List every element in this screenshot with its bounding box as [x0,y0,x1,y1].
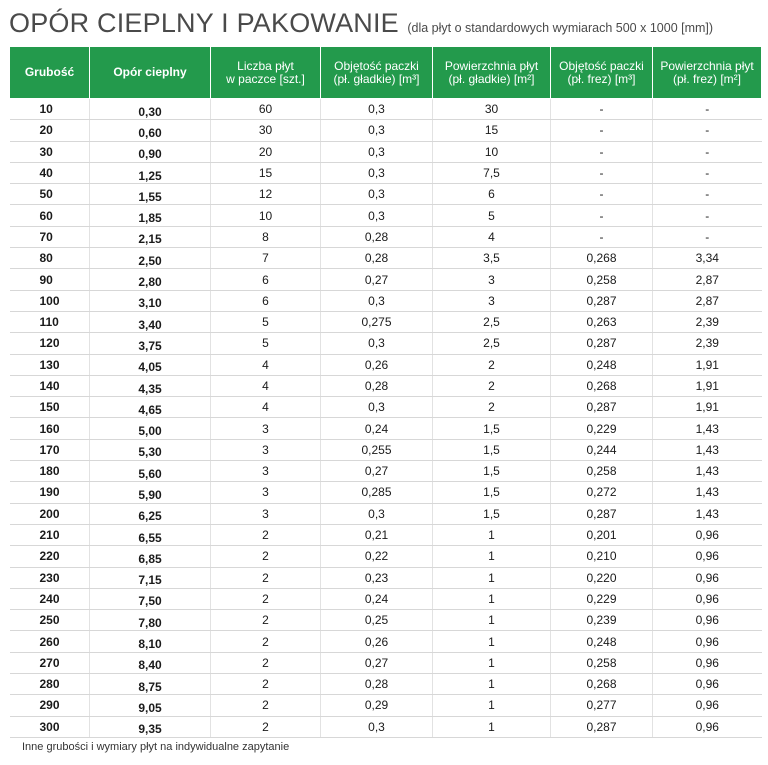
table-cell: 0,287 [551,290,653,311]
table-cell: 2 [211,524,321,545]
table-cell: 2 [433,397,551,418]
table-cell: 0,3 [321,397,433,418]
table-cell: 0,287 [551,333,653,354]
table-cell: 0,244 [551,439,653,460]
table-cell: 3 [211,418,321,439]
table-cell: 1,25 [90,162,211,183]
table-row [10,546,762,567]
table-cell: 50 [10,184,90,205]
table-cell: 2 [211,674,321,695]
table-cell: 30 [10,141,90,162]
table-cell: 7,5 [433,162,551,183]
table-row [10,397,762,418]
table-cell: 4 [211,354,321,375]
table-cell: 4,65 [90,397,211,418]
table-cell: 0,3 [321,120,433,141]
table-cell: 280 [10,674,90,695]
table-cell: 290 [10,695,90,716]
header-cell: Objętość paczki (pł. frez) [m³] [551,47,653,99]
table-cell: - [551,184,653,205]
table-cell: 2,39 [653,333,762,354]
table-cell: 0,96 [653,524,762,545]
table-cell: - [653,184,762,205]
table-cell: 160 [10,418,90,439]
table-cell: 0,28 [321,674,433,695]
table-cell: 8,40 [90,652,211,673]
table-cell: 2,15 [90,226,211,247]
table-cell: 1,91 [653,354,762,375]
table-cell: 2,39 [653,311,762,332]
table-row [10,290,762,311]
table-row [10,439,762,460]
table-cell: 0,3 [321,333,433,354]
table-cell: 2 [433,375,551,396]
table-cell: 90 [10,269,90,290]
table-cell: 0,258 [551,269,653,290]
table-cell: 130 [10,354,90,375]
table-cell: 0,248 [551,354,653,375]
table-row [10,503,762,524]
table-cell: 0,3 [321,205,433,226]
table-cell: 30 [433,99,551,120]
table-row [10,184,762,205]
table-cell: 6,85 [90,546,211,567]
table-cell: 2,50 [90,248,211,269]
table-cell: 30 [211,120,321,141]
table-cell: 0,23 [321,567,433,588]
table-cell: 170 [10,439,90,460]
table-cell: 0,28 [321,226,433,247]
table-cell: 6 [211,290,321,311]
table-cell: 0,28 [321,248,433,269]
table-cell: 0,3 [321,162,433,183]
table-cell: 0,96 [653,631,762,652]
table-cell: 3 [211,503,321,524]
table-cell: - [653,99,762,120]
table-cell: 3 [211,461,321,482]
table-cell: 0,201 [551,524,653,545]
table-cell: 1,91 [653,397,762,418]
table-row [10,524,762,545]
table-cell: 60 [211,99,321,120]
table-row [10,311,762,332]
table-cell: 0,27 [321,461,433,482]
table-cell: 1,43 [653,439,762,460]
table-cell: 0,287 [551,503,653,524]
table-cell: 0,268 [551,248,653,269]
table-cell: 140 [10,375,90,396]
table-row [10,588,762,609]
table-cell: 0,90 [90,141,211,162]
table-cell: 0,27 [321,269,433,290]
table-cell: 190 [10,482,90,503]
table-cell: - [653,162,762,183]
table-row [10,567,762,588]
table-cell: 1 [433,588,551,609]
table-cell: 0,24 [321,588,433,609]
table-cell: 8,75 [90,674,211,695]
table-cell: 3,34 [653,248,762,269]
table-header-row [10,47,762,99]
table-cell: 200 [10,503,90,524]
table-cell: 3,10 [90,290,211,311]
table-cell: 8,10 [90,631,211,652]
table-cell: 0,229 [551,418,653,439]
table-cell: 0,28 [321,375,433,396]
table-cell: 0,96 [653,674,762,695]
table-cell: 2 [433,354,551,375]
table-cell: 0,255 [321,439,433,460]
table-cell: 12 [211,184,321,205]
table-cell: - [653,226,762,247]
table-cell: 1 [433,631,551,652]
table-cell: 60 [10,205,90,226]
table-cell: 2 [211,695,321,716]
table-cell: 15 [433,120,551,141]
table-cell: 0,258 [551,652,653,673]
table-cell: 7 [211,248,321,269]
table-cell: 5,00 [90,418,211,439]
table-cell: 1,5 [433,503,551,524]
table-cell: 3 [433,290,551,311]
table-cell: 10 [433,141,551,162]
table-cell: 0,3 [321,141,433,162]
table-cell: 0,287 [551,716,653,737]
table-cell: 0,3 [321,716,433,737]
header-cell: Powierzchnia płyt (pł. gładkie) [m²] [433,47,551,99]
table-cell: 7,80 [90,610,211,631]
table-cell: 0,3 [321,503,433,524]
table-cell: 0,275 [321,311,433,332]
table-cell: 2 [211,652,321,673]
table-cell: 0,268 [551,375,653,396]
footnote: Inne grubości i wymiary płyt na indywidualne zapytanie [22,741,290,753]
table-row [10,120,762,141]
table-cell: 6,25 [90,503,211,524]
table-cell: 0,25 [321,610,433,631]
table-cell: 1,91 [653,375,762,396]
table-cell: 100 [10,290,90,311]
table-cell: 2,87 [653,290,762,311]
table-cell: 4 [211,397,321,418]
table-row [10,674,762,695]
table-cell: 4,05 [90,354,211,375]
table-cell: 0,285 [321,482,433,503]
page-title [9,8,713,39]
table-cell: 1 [433,524,551,545]
table-row [10,354,762,375]
table-cell: 3,40 [90,311,211,332]
table-cell: 2,87 [653,269,762,290]
thermal-resistance-table [9,46,762,738]
table-cell: 3 [433,269,551,290]
table-cell: 1 [433,546,551,567]
table-cell: 4 [433,226,551,247]
table-row [10,333,762,354]
header-cell: Powierzchnia płyt (pł. frez) [m²] [653,47,762,99]
title-main: OPÓR CIEPLNY I PAKOWANIE [9,8,399,38]
table-cell: 2 [211,588,321,609]
header-cell: Opór cieplny [90,47,211,99]
table-cell: 0,258 [551,461,653,482]
table-cell: 3,75 [90,333,211,354]
table-cell: 1 [433,695,551,716]
table-cell: 7,50 [90,588,211,609]
table-cell: 0,248 [551,631,653,652]
table-cell: 5 [211,333,321,354]
table-row [10,205,762,226]
table-cell: 180 [10,461,90,482]
table-row [10,226,762,247]
table-cell: 300 [10,716,90,737]
table-cell: 5 [211,311,321,332]
table-cell: 15 [211,162,321,183]
table-row [10,248,762,269]
table-cell: 0,3 [321,99,433,120]
table-cell: 2,5 [433,333,551,354]
table-cell: 20 [10,120,90,141]
table-cell: - [653,141,762,162]
table-row [10,162,762,183]
table-cell: 6,55 [90,524,211,545]
table-cell: - [653,120,762,141]
table-cell: 0,277 [551,695,653,716]
table-cell: 0,263 [551,311,653,332]
table-cell: 2 [211,567,321,588]
table-cell: 0,96 [653,652,762,673]
table-row [10,482,762,503]
table-cell: 2 [211,610,321,631]
table-cell: 5,60 [90,461,211,482]
table-cell: - [551,205,653,226]
table-cell: 0,210 [551,546,653,567]
table-cell: 150 [10,397,90,418]
table-cell: 3 [211,439,321,460]
table-cell: 9,05 [90,695,211,716]
table-cell: 5,90 [90,482,211,503]
table-cell: - [653,205,762,226]
table-cell: 230 [10,567,90,588]
table-cell: 0,3 [321,290,433,311]
table-cell: 0,27 [321,652,433,673]
table-cell: 0,239 [551,610,653,631]
title-subtitle: (dla płyt o standardowych wymiarach 500 x 1000 [mm]) [407,21,714,35]
table-cell: 0,96 [653,695,762,716]
table-cell: 2,80 [90,269,211,290]
table-cell: 4 [211,375,321,396]
table-cell: 1,85 [90,205,211,226]
table-cell: 250 [10,610,90,631]
table-cell: 0,96 [653,567,762,588]
table-row [10,652,762,673]
table-cell: 0,26 [321,631,433,652]
table-cell: 0,30 [90,99,211,120]
table-cell: 1 [433,652,551,673]
header-cell: Liczba płyt w paczce [szt.] [211,47,321,99]
table-cell: 220 [10,546,90,567]
table-body [10,99,762,738]
table-cell: 1,43 [653,461,762,482]
table-cell: 1 [433,674,551,695]
table-row [10,99,762,120]
header-cell: Objętość paczki (pł. gładkie) [m³] [321,47,433,99]
table-cell: 1,5 [433,461,551,482]
table-cell: 0,26 [321,354,433,375]
table-cell: 6 [433,184,551,205]
table-cell: 8 [211,226,321,247]
table-cell: 0,96 [653,588,762,609]
table-cell: 1,55 [90,184,211,205]
table-cell: - [551,226,653,247]
table-row [10,716,762,737]
table-cell: 6 [211,269,321,290]
table-row [10,141,762,162]
table-cell: 5,30 [90,439,211,460]
table-cell: 40 [10,162,90,183]
table-cell: 10 [211,205,321,226]
table-cell: 0,96 [653,610,762,631]
table-cell: 10 [10,99,90,120]
table-cell: 0,22 [321,546,433,567]
table-cell: 1,5 [433,418,551,439]
table-cell: 3,5 [433,248,551,269]
table-cell: 3 [211,482,321,503]
table-row [10,631,762,652]
table-cell: 2 [211,631,321,652]
table-row [10,375,762,396]
table-row [10,418,762,439]
table-cell: 0,96 [653,546,762,567]
table-cell: 7,15 [90,567,211,588]
table-cell: 120 [10,333,90,354]
table-cell: 20 [211,141,321,162]
table-cell: 2,5 [433,311,551,332]
table-cell: - [551,120,653,141]
table-cell: 210 [10,524,90,545]
table-cell: 1 [433,610,551,631]
table-cell: 1,43 [653,482,762,503]
table-row [10,695,762,716]
table-cell: - [551,99,653,120]
table-cell: 0,3 [321,184,433,205]
table-cell: 1 [433,716,551,737]
table-cell: 1,43 [653,418,762,439]
table-cell: - [551,141,653,162]
table-cell: 0,272 [551,482,653,503]
table-cell: 2 [211,716,321,737]
table-cell: 1,5 [433,439,551,460]
table-cell: 0,96 [653,716,762,737]
table-cell: 1,43 [653,503,762,524]
table-cell: 0,24 [321,418,433,439]
table-cell: 0,29 [321,695,433,716]
table-cell: 0,287 [551,397,653,418]
table-cell: 70 [10,226,90,247]
table-cell: 5 [433,205,551,226]
table-cell: 0,60 [90,120,211,141]
table-cell: 80 [10,248,90,269]
table-cell: 1 [433,567,551,588]
table-cell: 270 [10,652,90,673]
table-cell: 0,229 [551,588,653,609]
table-cell: 9,35 [90,716,211,737]
table-cell: 4,35 [90,375,211,396]
table-row [10,461,762,482]
table-cell: 1,5 [433,482,551,503]
header-cell: Grubość [10,47,90,99]
table-cell: 0,268 [551,674,653,695]
table-cell: - [551,162,653,183]
table-row [10,610,762,631]
table-cell: 0,21 [321,524,433,545]
table-cell: 110 [10,311,90,332]
table-cell: 2 [211,546,321,567]
table-cell: 260 [10,631,90,652]
table-cell: 240 [10,588,90,609]
table-cell: 0,220 [551,567,653,588]
table-row [10,269,762,290]
